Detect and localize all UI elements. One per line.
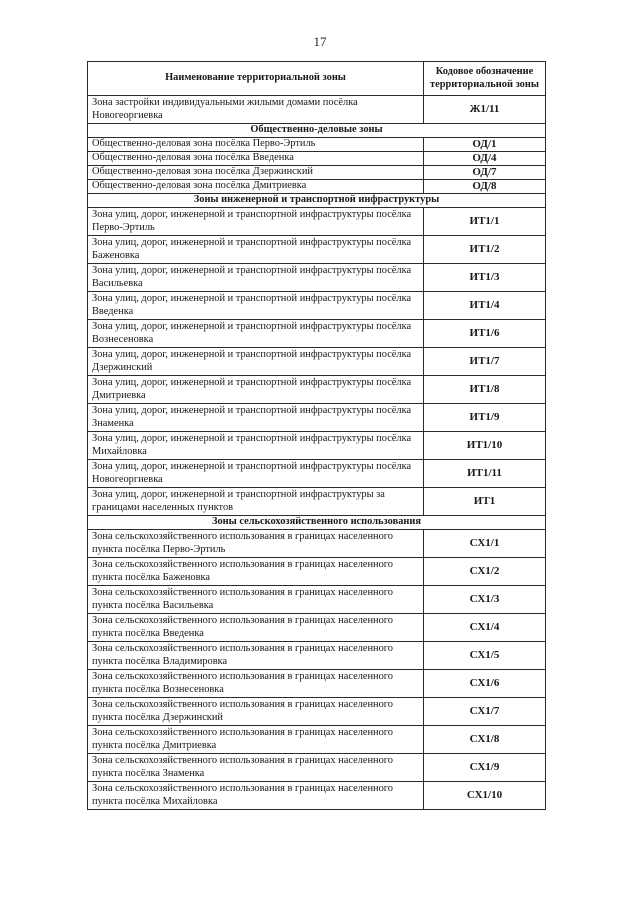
table-row — [88, 166, 546, 180]
zone-code-cell: ИТ1 — [424, 488, 546, 516]
table-row — [88, 726, 546, 754]
zone-code-cell: ИТ1/3 — [424, 264, 546, 292]
zone-code-cell: СХ1/4 — [424, 614, 546, 642]
zone-name-cell: Зона улиц, дорог, инженерной и транспортной инфраструктуры посёлка Новогеоргиевка — [88, 460, 424, 488]
zone-code-cell: ИТ1/11 — [424, 460, 546, 488]
zone-code-cell: ИТ1/9 — [424, 404, 546, 432]
zone-code-cell: ОД/1 — [424, 138, 546, 152]
zone-name-cell: Зона сельскохозяйственного использования в границах населенного пункта посёлка Михайловка — [88, 782, 424, 810]
zone-code-cell: ИТ1/6 — [424, 320, 546, 348]
zone-name-cell: Зона улиц, дорог, инженерной и транспортной инфраструктуры посёлка Михайловка — [88, 432, 424, 460]
section-header-row — [88, 124, 546, 138]
zone-name-cell: Зона застройки индивидуальными жилыми домами посёлка Новогеоргиевка — [88, 96, 424, 124]
zone-code-cell: СХ1/2 — [424, 558, 546, 586]
table-row — [88, 264, 546, 292]
table-row — [88, 586, 546, 614]
zone-code-cell: ИТ1/2 — [424, 236, 546, 264]
header-zone-code: Кодовое обозначение территориальной зоны — [424, 62, 546, 96]
zone-name-cell: Зона сельскохозяйственного использования в границах населенного пункта посёлка Введенка — [88, 614, 424, 642]
zone-code-cell: ОД/8 — [424, 180, 546, 194]
zone-code-cell: ИТ1/7 — [424, 348, 546, 376]
table-row — [88, 96, 546, 124]
table-row — [88, 320, 546, 348]
table-row — [88, 292, 546, 320]
table-row — [88, 530, 546, 558]
section-title: Зоны инженерной и транспортной инфраструктуры — [88, 194, 546, 208]
zone-name-cell: Зона улиц, дорог, инженерной и транспортной инфраструктуры посёлка Перво-Эртиль — [88, 208, 424, 236]
zone-code-cell: ОД/4 — [424, 152, 546, 166]
zone-name-cell: Зона улиц, дорог, инженерной и транспортной инфраструктуры посёлка Дмитриевка — [88, 376, 424, 404]
zone-name-cell: Зона сельскохозяйственного использования в границах населенного пункта посёлка Дмитриевка — [88, 726, 424, 754]
table-row — [88, 152, 546, 166]
zone-code-cell: СХ1/9 — [424, 754, 546, 782]
page-number: 17 — [313, 34, 327, 49]
zone-code-cell: ИТ1/4 — [424, 292, 546, 320]
zone-name-cell: Зона сельскохозяйственного использования в границах населенного пункта посёлка Перво-Эртиль — [88, 530, 424, 558]
zone-code-cell: СХ1/10 — [424, 782, 546, 810]
table-row — [88, 642, 546, 670]
zone-name-cell: Зона улиц, дорог, инженерной и транспортной инфраструктуры посёлка Вознесеновка — [88, 320, 424, 348]
zone-name-cell: Общественно-деловая зона посёлка Введенка — [88, 152, 424, 166]
zone-code-cell: ИТ1/1 — [424, 208, 546, 236]
table-row — [88, 488, 546, 516]
zone-name-cell: Зона сельскохозяйственного использования в границах населенного пункта посёлка Дзержинский — [88, 698, 424, 726]
zone-name-cell: Общественно-деловая зона посёлка Дмитриевка — [88, 180, 424, 194]
table-row — [88, 208, 546, 236]
zone-code-cell: Ж1/11 — [424, 96, 546, 124]
table-row — [88, 754, 546, 782]
zone-name-cell: Общественно-деловая зона посёлка Перво-Эртиль — [88, 138, 424, 152]
zone-code-cell: ИТ1/10 — [424, 432, 546, 460]
section-title: Зоны сельскохозяйственного использования — [88, 516, 546, 530]
section-title: Общественно-деловые зоны — [88, 124, 546, 138]
header-zone-name: Наименование территориальной зоны — [88, 62, 424, 96]
zone-code-cell: ОД/7 — [424, 166, 546, 180]
table-row — [88, 236, 546, 264]
zone-name-cell: Зона сельскохозяйственного использования в границах населенного пункта посёлка Владимировка — [88, 642, 424, 670]
zone-name-cell: Зона улиц, дорог, инженерной и транспортной инфраструктуры посёлка Дзержинский — [88, 348, 424, 376]
table-row — [88, 698, 546, 726]
table-row — [88, 460, 546, 488]
zone-name-cell: Зона улиц, дорог, инженерной и транспортной инфраструктуры за границами населенных пунктов — [88, 488, 424, 516]
table-row — [88, 782, 546, 810]
section-header-row — [88, 516, 546, 530]
zone-name-cell: Общественно-деловая зона посёлка Дзержинский — [88, 166, 424, 180]
table-row — [88, 404, 546, 432]
zone-code-cell: СХ1/3 — [424, 586, 546, 614]
table-row — [88, 138, 546, 152]
zone-name-cell: Зона улиц, дорог, инженерной и транспортной инфраструктуры посёлка Введенка — [88, 292, 424, 320]
zone-name-cell: Зона улиц, дорог, инженерной и транспортной инфраструктуры посёлка Баженовка — [88, 236, 424, 264]
zone-name-cell: Зона сельскохозяйственного использования в границах населенного пункта посёлка Знаменка — [88, 754, 424, 782]
zones-table — [87, 61, 546, 810]
table-row — [88, 670, 546, 698]
table-row — [88, 614, 546, 642]
zone-name-cell: Зона сельскохозяйственного использования в границах населенного пункта посёлка Васильевка — [88, 586, 424, 614]
zone-name-cell: Зона улиц, дорог, инженерной и транспортной инфраструктуры посёлка Знаменка — [88, 404, 424, 432]
zone-code-cell: СХ1/7 — [424, 698, 546, 726]
table-row — [88, 432, 546, 460]
table-row — [88, 348, 546, 376]
table-header-row — [88, 62, 546, 96]
table-row — [88, 558, 546, 586]
table-row — [88, 376, 546, 404]
section-header-row — [88, 194, 546, 208]
zone-name-cell: Зона сельскохозяйственного использования в границах населенного пункта посёлка Баженовка — [88, 558, 424, 586]
zone-name-cell: Зона улиц, дорог, инженерной и транспортной инфраструктуры посёлка Васильевка — [88, 264, 424, 292]
table-row — [88, 180, 546, 194]
zone-code-cell: СХ1/5 — [424, 642, 546, 670]
zone-name-cell: Зона сельскохозяйственного использования в границах населенного пункта посёлка Вознесеновка — [88, 670, 424, 698]
zone-code-cell: СХ1/1 — [424, 530, 546, 558]
zone-code-cell: СХ1/6 — [424, 670, 546, 698]
zones-table-body — [88, 96, 546, 810]
zone-code-cell: ИТ1/8 — [424, 376, 546, 404]
zone-code-cell: СХ1/8 — [424, 726, 546, 754]
